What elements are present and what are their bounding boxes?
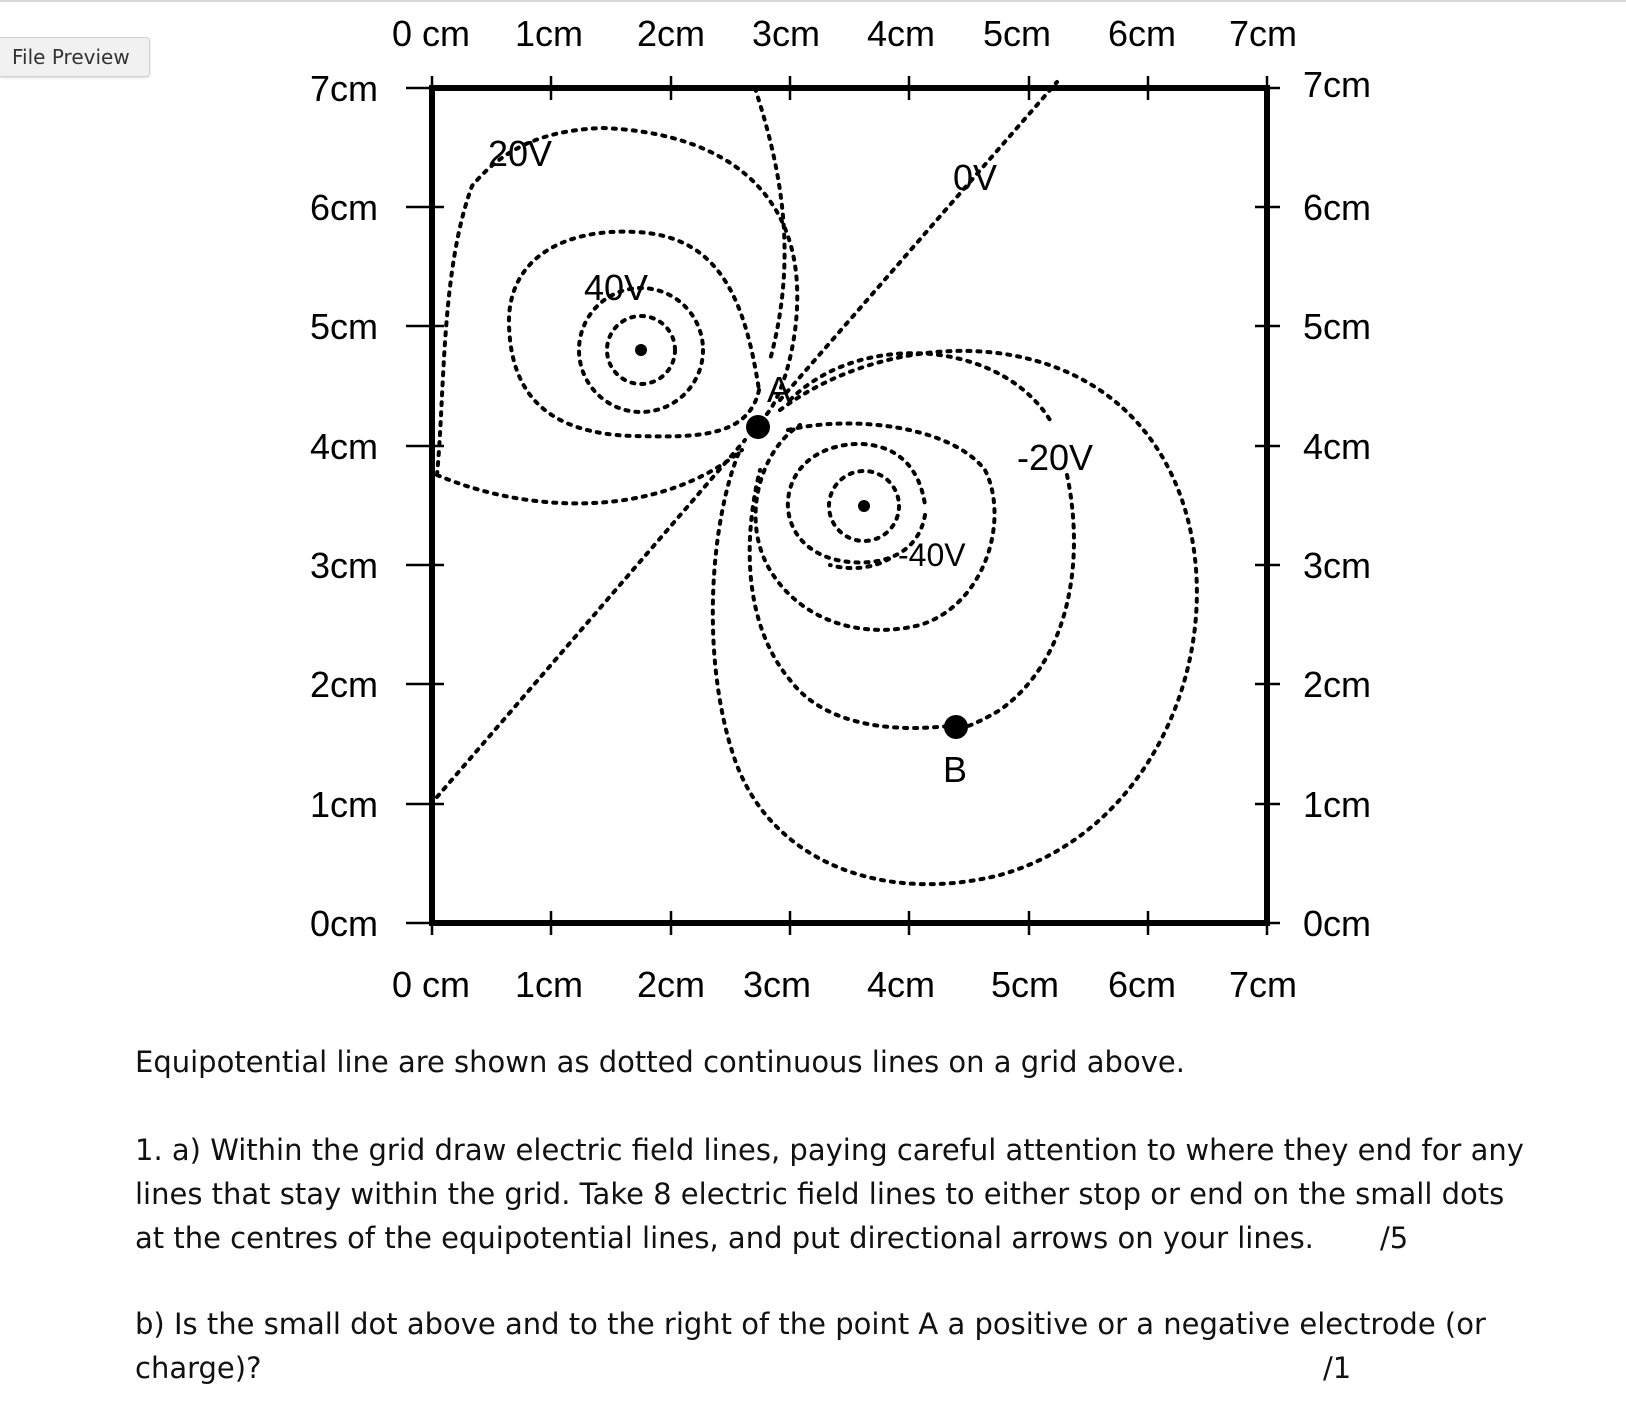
x-axis-bottom-labels: [392, 964, 1297, 1005]
y-axis-left-labels: [310, 68, 378, 944]
equipotential-20v-upper: [755, 88, 785, 360]
y-tick-label: 6cm: [1303, 187, 1372, 228]
equipotential-40v-line: [509, 232, 759, 437]
q1b-marks: /1: [1323, 1351, 1352, 1385]
y-tick-label: 3cm: [310, 545, 379, 586]
q1b-line-2-row: [135, 1346, 1555, 1390]
y-tick-label: 7cm: [1303, 64, 1372, 105]
q1a-line-3: at the centres of the equipotential lines, and put directional arrows on your lines.: [135, 1221, 1314, 1255]
label-0v: 0V: [953, 157, 998, 198]
equipotential-outer-neg-line: [713, 351, 1197, 884]
x-tick-label: 1cm: [515, 964, 584, 1005]
x-tick-label: 5cm: [983, 13, 1052, 54]
y-tick-label: 4cm: [1303, 426, 1372, 467]
y-tick-label: 0cm: [1303, 903, 1372, 944]
x-tick-label: 4cm: [867, 13, 936, 54]
label-20v: 20V: [488, 133, 553, 174]
q1a-line-1: 1. a) Within the grid draw electric field lines, paying careful attention to where they end for any: [135, 1133, 1524, 1167]
grid-frame: [432, 88, 1267, 923]
q1a-line-2: lines that stay within the grid. Take 8 electric field lines to either stop or end on the small dots: [135, 1177, 1505, 1211]
q1b-line-1: b) Is the small dot above and to the right of the point A a positive or a negative electrode (or: [135, 1307, 1486, 1341]
q1a-line-3-row: [135, 1216, 1555, 1260]
x-tick-label: 1cm: [515, 13, 584, 54]
y-tick-label: 2cm: [310, 664, 379, 705]
y-tick-label: 2cm: [1303, 664, 1372, 705]
intro-text: Equipotential line are shown as dotted continuous lines on a grid above.: [135, 1045, 1185, 1079]
potential-labels: [488, 133, 1093, 790]
y-tick-label: 5cm: [310, 306, 379, 347]
label-40v: 40V: [584, 267, 649, 308]
point-b-marker: [944, 715, 968, 739]
file-preview-button[interactable]: File Preview: [0, 37, 150, 77]
y-tick-label: 6cm: [310, 187, 379, 228]
x-tick-label: 6cm: [1108, 964, 1177, 1005]
y-tick-label: 3cm: [1303, 545, 1372, 586]
negative-charge-dot: [858, 500, 870, 512]
y-axis-right-labels: [1303, 64, 1371, 944]
y-tick-label: 1cm: [1303, 784, 1372, 825]
question-1a: [135, 1128, 1555, 1260]
x-tick-label: 4cm: [867, 964, 936, 1005]
x-tick-label: 7cm: [1229, 964, 1298, 1005]
q1b-line-2: charge)?: [135, 1351, 262, 1385]
label-point-b: B: [943, 749, 968, 790]
x-tick-label: 0 cm: [392, 964, 471, 1005]
x-axis-top-labels: [392, 13, 1297, 54]
y-tick-label: 1cm: [310, 784, 379, 825]
label-point-a: A: [767, 369, 792, 410]
x-tick-label: 5cm: [991, 964, 1060, 1005]
equipotential-lines: [437, 82, 1197, 884]
x-tick-label: 3cm: [752, 13, 821, 54]
positive-charge-dot: [635, 344, 647, 356]
x-tick-label: 2cm: [637, 13, 706, 54]
y-tick-label: 7cm: [310, 68, 379, 109]
question-1b: [135, 1302, 1555, 1390]
x-tick-label: 7cm: [1229, 13, 1298, 54]
x-tick-label: 2cm: [637, 964, 706, 1005]
x-tick-label: 0 cm: [392, 13, 471, 54]
y-tick-label: 0cm: [310, 903, 379, 944]
label-neg40v: -40V: [898, 537, 966, 573]
label-neg20v: -20V: [1017, 437, 1094, 478]
x-tick-label: 3cm: [743, 964, 812, 1005]
axis-ticks: [406, 76, 1280, 935]
question-text: [135, 1040, 1555, 1084]
x-tick-label: 6cm: [1108, 13, 1177, 54]
q1a-marks: /5: [1380, 1221, 1409, 1255]
y-tick-label: 5cm: [1303, 306, 1372, 347]
y-tick-label: 4cm: [310, 426, 379, 467]
point-a-marker: [746, 415, 770, 439]
